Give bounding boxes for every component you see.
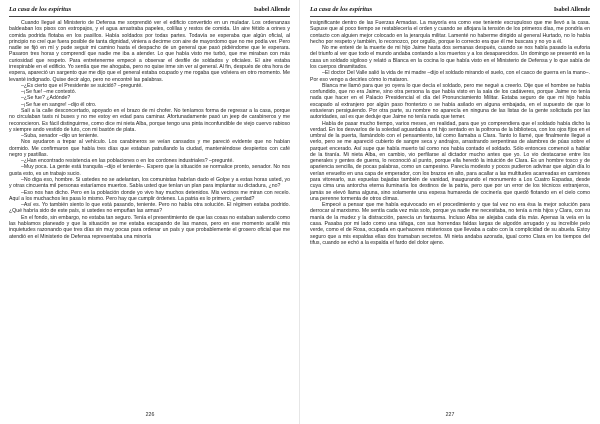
paragraph: –¡Se fue! –me contestó.	[21, 89, 77, 96]
paragraph: Empecé a pensar que me había equivocado en el procedimiento y que tal vez no era ésa la mejor solución para derrocar al marxismo. Me sentía cada vez más solo, porque ya nadie me necesitaba, no tenía a mis hijos y Clara, con su manía de la mudez y la distracción, parecía un fantasma. Incluso Alba se alejaba cada día más. Apenas la veía en la casa. Pasaba por mi lado como una ráfaga, con sus horrendas faldas largas de algodón arrugado y su increíble pelo verde, como el de Rosa, ocupada en quehaceres misteriosos que llevaba a cabo con la complicidad de su abuela. Estoy seguro que a mis espaldas ellas dos tramaban secretos. Mi nieta andaba azorada, igual como Clara en los tiempos del tifus, cuando se echó a la espalda el fardo del dolor ajeno.	[310, 202, 590, 246]
paragraph: –¿Han encontrado resistencia en las poblaciones o en los cordones industriales? –pregunté.	[21, 158, 234, 165]
author-name: Isabel Allende	[553, 7, 590, 13]
paragraph: –No diga eso, hombre. Si ustedes no se adelantan, los comunistas habrían dado el Golpe y a estas horas usted, yo y otras cincuenta mil personas estaríamos muertos. Sabía usted que tenían un plan para implantar su dictadura, ¿no?	[9, 177, 290, 190]
book-title: La casa de los espíritus	[310, 6, 373, 13]
left-page-body	[9, 20, 290, 398]
book-title: La casa de los espíritus	[9, 6, 72, 13]
page-number: 226	[145, 412, 155, 418]
paragraph: –Así es. Yo también siento lo que está pasando, teniente. Pero no había otra solución. El régimen estaba podrido. ¿Qué habría sido de este país, si ustedes no empuñan las armas?	[9, 202, 290, 215]
header-rule	[9, 16, 290, 17]
paragraph: –Suba, senador –dijo un teniente.	[21, 133, 99, 140]
paragraph: –Eso nos han dicho. Pero en la población donde yo vivo hay muchos detenidos. Mis vecinos me miran con recelo. Aquí a los muchachos les pasa lo mismo. Pero hay que cumplir órdenes. La patria es lo primero, ¿verdad?	[9, 189, 290, 202]
paragraph: –¿Es cierto que el Presidente se suicidó? –pregunté.	[21, 82, 143, 89]
paragraph: –¿Se fue? ¿Adónde?	[21, 95, 71, 102]
paragraph: –¡Se fue en sangre! –dijo él otro.	[21, 101, 97, 108]
paragraph: Salí a la calle desconcertado, apoyado en el brazo de mi chofer. No teníamos forma de regresar a la casa, porque no circulaban taxis ni buses y no me estoy en edad para caminar. Afortunadamente pasó un jeep de carabineros y me reconocieron. Es fácil distinguirme, como dice mi nieta Alba, porque tengo una pinta inconfundible de viejo cuervo rabioso y siempre ando vestido de luto, con mi bastón de plata.	[9, 107, 290, 133]
left-page-header	[9, 6, 290, 15]
header-rule	[310, 16, 590, 17]
right-page-body	[310, 20, 590, 398]
right-page	[300, 0, 600, 424]
paragraph: insignificante dentro de las Fuerzas Armadas. La mayoría era como ese teniente escrupuloso que me llevó a la casa. Supuse que al poco tiempo se restablecería el orden y cuando se aflojara la tensión de los primeros días, me pondría en contacto con alguien mejor colocado en la jerarquía militar. Lamenté no haberme dirigido al general Hurtado, no lo había hecho por respeto y también, lo reconozco, por orgullo, porque lo correcto era que él me buscara y no yo a él.	[310, 20, 590, 45]
paragraph: Nos ayudaron a trepar al vehículo. Los carabineros se veían cansados y me pareció evidente que no habían dormido. Me confirmaron que había tres días que estaban patrullando la ciudad, manteniéndose despiertos con café negro y pastillas.	[9, 139, 290, 158]
paragraph: En el fondo, sin embargo, no estaba tan seguro. Tenía el presentimiento de que las cosas no estaban saliendo como las habíamos planeado y que la situación se me estaba escapando de las manos, pero en ese momento acallé mis inquietudes razonando que tres días sin muy pocas para ordenar un país y que probablemente el grosero oficial que me atendió en el Ministerio de Defensa representaba una minoría	[9, 214, 290, 240]
paragraph: –Muy poca. La gente está tranquila –dijo el teniente–. Espero que la situación se normalice pronto, senador. No nos gusta esto, es un trabajo sucio.	[9, 164, 290, 177]
right-page-header	[310, 6, 590, 15]
page-number: 227	[445, 412, 455, 418]
paragraph: Blanca me llamó para que yo oyera lo que decía el soldado, pero me negué a creerlo. Dije que el hombre se había confundido, que no era Jaime, sino otra persona la que había visto en la sala de los cadáveres, porque Jaime no tenía nada que hacer en el Palacio Presidencial el día del Pronunciamiento Militar. Estaba seguro de que mi hijo había escapado al extranjero por algún paso fronterizo o se había asilado en alguna embajada, en el supuesto de que lo estuvieran persiguiendo. Por otra parte, su nombre no aparecía en ninguna de las listas de la gente solicitada por las autoridades, así es que deduje que Jaime no tenía nada que temer.	[310, 82, 590, 121]
paragraph: No me enteré de la muerte de mi hijo Jaime hasta dos semanas después, cuando se nos había pasado la euforia del triunfo al ver que todo el mundo andaba contando a los muertos y a los desaparecidos. Un domingo se presentó en la casa un soldado sigiloso y relató a Blanca en la cocina lo que había visto en el Ministerio de Defensa y lo que sabía de los cuerpos dinamitados.	[310, 45, 590, 70]
paragraph: Cuando llegué al Ministerio de Defensa me sorprendió ver el edificio convertido en un muladar. Los ordenanzas baldeaban los pisos con estropajos, y el agua arrastraba papeles, colillas y restos de comida. Un aire fétido a orines y comida podrida flotaba en los pasillos. Había soldados por todas partes. Todavía se esperaba que algún oficial, al principio no creí que fuera posible de tanta dignidad, viniera a decirme con aire de mayordomo que no me podía ver. Pero nadie se fijó en mí y pude seguir mi camino hasta el despacho de un general que pasó pidiéndome que le esperara. Pasaron tres horas y comprendí que nadie me iba a atender. Lo que había visto me turbó, que me miraban con más curiosidad que respeto. Para entretenerme empecé a observar el desfile de soldados y oficiales. El aire estaba irrespirable en el edificio. Yo sentía que me ahogaba, pero no quise irme sin ver al general. Al fin, después de otra hora de espera, apareció un sargento que me dijo que el general estaba ocupado y me rogaba que volviera en otro momento. Me levanté indignado. Quise decir algo, pero no encontré las palabras.	[9, 20, 290, 83]
paragraph: –El doctor Del Valle salió la vida de mi madre –dijo el soldado mirando el suelo, con el casco de guerra en la mano–. Por eso vengo a decirles cómo lo mataron.	[310, 70, 590, 83]
paragraph: Había de pasar mucho tiempo, varios meses, en realidad, para que yo comprendiera que el soldado había dicho la verdad. En los desvaríos de la soledad aguardaba a mi hijo sentado en la poltrona de la biblioteca, con los ojos fijos en el umbral de la puerta, llamándolo con el pensamiento, tal como llamaba a Clara. Tanto lo llamé, que finalmente llegué a verlo, pero se me apareció cubierto de sangre seca y andrajos, arrastrando serpentinas de alambres de púas sobre el parquet encerado. Así supe que había muerto tal como nos había contado el soldado. Sólo entonces comencé a hablar de la tiranía. Mi nieta Alba, en cambio, vio perfilarse al dictador mucho antes que yo. Lo vio destacarse entre los generales y gentes de guerra, lo reconoció al punto, porque ella heredó la intuición de Clara. Es un hombre tosco y de apariencia sencilla, de pocas palabras, como un campesino. Parecía modesto y pocos pudieron adivinar que algún día lo verían envuelto en una capa de emperador, con los brazos en alto, para acallar a las multitudes acarreadas en camiones para vitorearlo, sus espuelas bajadas también de vanidad, inaugurando el monumento a Los Cuatro Espadas, desde cuya cima una antorcha eterna iluminaría los destinos de la patria, pero que por un error de los técnicos extranjeros, jamás se elevó llama alguna, sino solamente una espesa humareda de cocinería que quedó flotando en el cielo como una perenne tormenta de otros climas.	[310, 120, 590, 202]
author-name: Isabel Allende	[253, 7, 290, 13]
